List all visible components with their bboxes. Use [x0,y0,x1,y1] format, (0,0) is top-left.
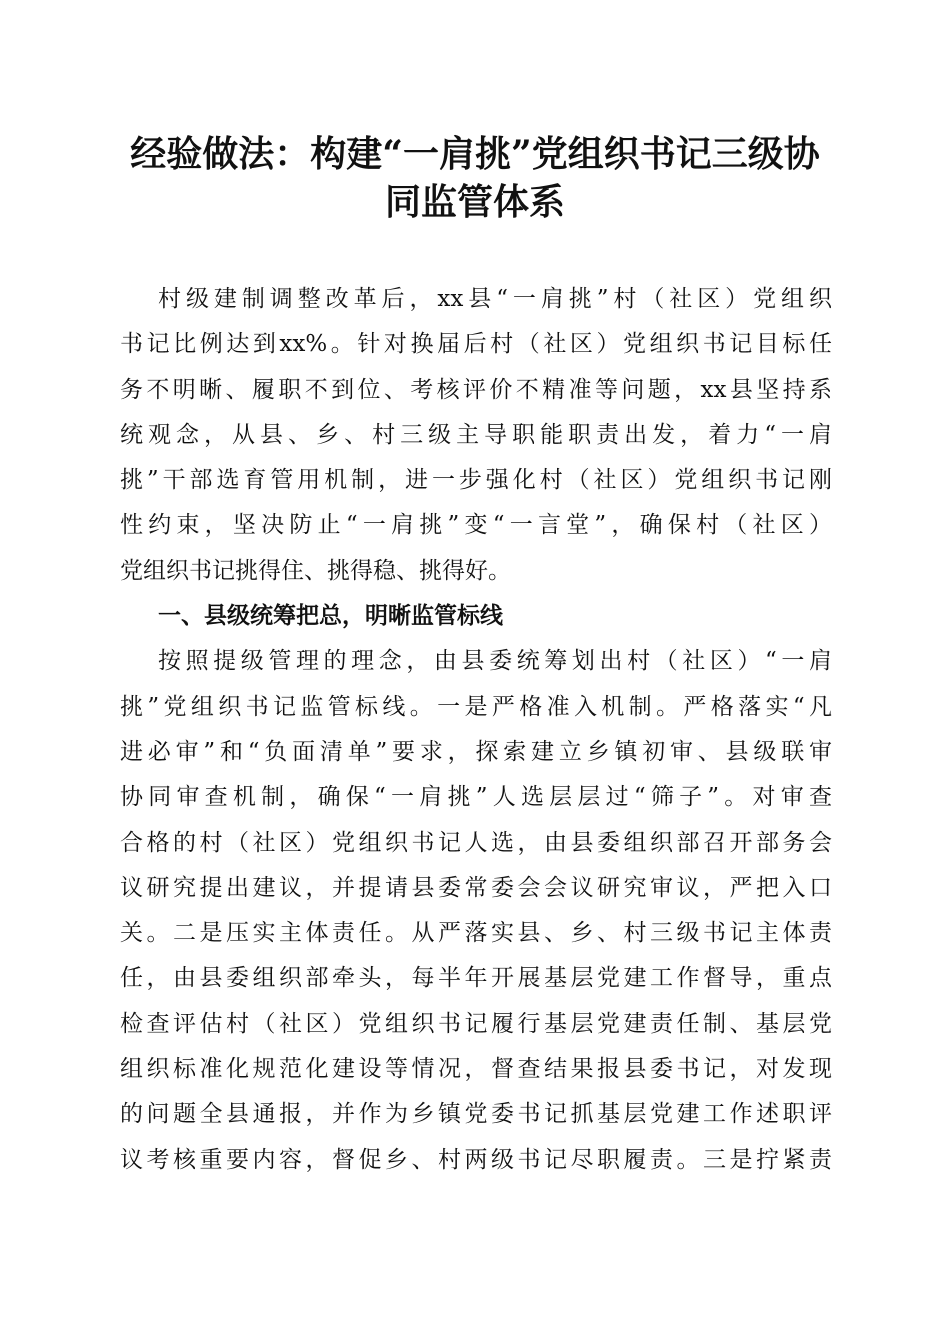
paragraph-2-line: 的问题全县通报，并作为乡镇党委书记抓基层党建工作述职评 [120,1101,832,1128]
paragraph-1-line: 性约束，坚决防止“一肩挑”变“一言堂”，确保村（社区） [120,512,832,539]
paragraph-2-line: 关。二是压实主体责任。从严落实县、乡、村三级书记主体责 [120,920,832,947]
paragraph-1-line: 务不明晰、履职不到位、考核评价不精准等问题，xx县坚持系 [120,376,832,403]
paragraph-2-line: 任，由县委组织部牵头，每半年开展基层党建工作督导，重点 [120,965,832,992]
paragraph-2-line: 挑”党组织书记监管标线。一是严格准入机制。严格落实“凡 [120,693,832,720]
paragraph-2-line: 议研究提出建议，并提请县委常委会会议研究审议，严把入口 [120,874,832,901]
paragraph-1-line: 统观念，从县、乡、村三级主导职能职责出发，着力“一肩 [120,421,832,448]
title-line: 同监管体系 [384,181,565,223]
document-body [120,277,832,1183]
paragraph-2-line: 进必审”和“负面清单”要求，探索建立乡镇初审、县级联审 [120,738,832,765]
document-title [100,130,850,226]
paragraph-2-line: 合格的村（社区）党组织书记人选，由县委组织部召开部务会 [120,829,832,856]
paragraph-2-line: 议考核重要内容，督促乡、村两级书记尽职履责。三是拧紧责 [120,1146,832,1173]
paragraph-2-line: 按照提级管理的理念，由县委统筹划出村（社区）“一肩 [158,648,832,675]
paragraph-1-line: 挑”干部选育管用机制，进一步强化村（社区）党组织书记刚 [120,467,832,494]
paragraph-1-line: 村级建制调整改革后，xx县“一肩挑”村（社区）党组织 [158,286,832,312]
paragraph-1-line: 党组织书记挑得住、挑得稳、挑得好。 [120,557,511,584]
paragraph-2-line: 组织标准化规范化建设等情况，督查结果报县委书记，对发现 [120,1056,832,1083]
paragraph-1-line: 书记比例达到xx%。针对换届后村（社区）党组织书记目标任 [120,331,832,358]
paragraph-2-line: 协同审查机制，确保“一肩挑”人选层层过“筛子”。对审查 [120,784,832,811]
paragraph-2-line: 检查评估村（社区）党组织书记履行基层党建责任制、基层党 [120,1010,832,1037]
section-heading-1: 一、县级统筹把总，明晰监管标线 [158,603,503,630]
title-line: 经验做法：构建“一肩挑”党组织书记三级协 [130,133,820,175]
